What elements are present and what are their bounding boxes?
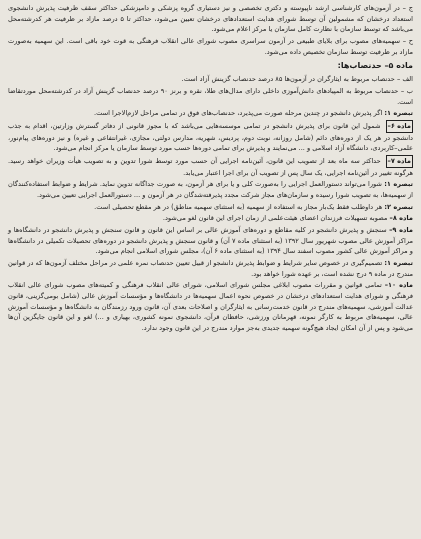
article-text: حداکثر سه ماه بعد از تصویب این قانون، آئین‌نامه اجرایی آن حسب مورد توسط شورا تدوین و به تصویب هیأت وزیران خواهد رسید. هرگونه تغییر در آئین‌نامه اجرایی، یک سال پس از تصویب آن برای اجرا اعتبار می‌یابد. <box>8 156 413 177</box>
paragraph-be: ب – حدنصاب مربوط به المپیادهای دانش‌آموزی داخلی دارای مدال‌های طلا، نقره و برنز ۹۰ درصد حدنصاب گزینش آزاد در کدرشته‌محل موردتقاضا است. <box>8 86 413 106</box>
note-1-article-9 <box>8 258 413 279</box>
note-1-article-5 <box>8 108 413 119</box>
note-label: تبصره ۱: <box>384 180 413 189</box>
article-label: ماده ۹– <box>389 225 413 234</box>
paragraph-h: ح – سهمیه‌های مصوب برای بلایای طبیعی در آزمون سراسری مصوب شورای عالی انقلاب فرهنگی به قوت خود باقی است. این سهمیه به‌صورت مازاد بر ظرفیت توسط سازمان تخصیص داده می‌شود. <box>8 37 413 56</box>
note-label: تبصره ۱: <box>384 258 413 267</box>
note-label: تبصره ۱: <box>384 109 413 118</box>
article-9 <box>8 225 413 257</box>
note-text: شورا می‌تواند دستورالعمل اجرایی را به‌صورت کلی و یا برای هر آزمون، به صورت جداگانه تدوین نماید. شرایط و ضوابط استفاده‌کنندگان از سهمیه‌ها، به تصویب شورا رسیده و سازمان‌های مجاز شرکت مجدد پذیرفته‌شدگان در هر آزمون و ... دستورالعمل اجرایی تعیین می‌شود. <box>8 180 413 199</box>
article-5-heading: ماده ۵– حدنصاب‌ها: <box>337 61 413 71</box>
article-label: ماده ۱۰– <box>384 281 413 290</box>
note-1-article-7 <box>8 179 413 200</box>
article-label: ماده ۷– <box>386 155 413 168</box>
note-text: هر داوطلب فقط یک‌بار مجاز به استفاده از سهمیه (به استثنای سهمیه مناطق) در هر مقطع تحصیلی است. <box>94 202 385 211</box>
note-text: تصمیم‌گیری در خصوص سایر شرایط و ضوابط پذیرش دانشجو از قبیل تعیین حدنصاب نمره علمی در مراحل مختلف آزمون‌ها که در قوانین مندرج در ماده ۹ درج نشده است، بر عهده شورا خواهد بود. <box>8 258 413 278</box>
article-label: ماده ۶– <box>386 120 413 133</box>
article-6 <box>8 120 413 154</box>
article-10 <box>8 280 413 333</box>
article-label: ماده ۸– <box>389 214 413 223</box>
article-8 <box>8 213 413 224</box>
article-7 <box>8 155 413 178</box>
article-text: تمامی قوانین و مقررات مصوب ابلاغی مجلس شورای اسلامی، شورای عالی انقلاب فرهنگی و کمیته‌های مصوب شورای عالی انقلاب فرهنگی و شورای هدایت استعدادهای درخشان در خصوص نحوه اعمال سهمیه‌ها در دانشگاه‌ها و مؤسسات آموزش عالی (شامل بومی‌گزینی، قانون عدالت آموزشی، سهمیه‌های مندرج در قانون خدمت‌رسانی به ایثارگران و اصلاحات بعدی آن، قانون ورود رزمندگان به دانشگاه‌ها و مؤسسات آموزش عالی، سهمیه‌های مربوط به کارگر نمونه، قهرمانان ورزشی، حافظان قرآن، دانشجوی نمونه کشوری، بهیاری و ...) لغو و این قانون جایگزین آن‌ها می‌شود و پس از آن امکان ایجاد هیچ‌گونه سهمیه جدیدی به‌جز موارد مندرج در این قانون وجود ندارد. <box>8 281 413 332</box>
note-2-article-7 <box>8 202 413 213</box>
article-text: سنجش و پذیرش دانشجو در کلیه مقاطع و دوره‌های آموزش عالی بر اساس این قانون و قانون سنجش و پذیرش دانشجو در دانشگاه‌ها و مراکز آموزش عالی مصوب شهریور سال ۱۳۹۲ (به استثنای ماده ۷ آن) و قانون سنجش و پذیرش دانشجو در دوره‌های تحصیلات تکمیلی در دانشگاه‌ها و مراکز آموزش عالی کشور مصوب اسفند سال ۱۳۹۴ (به استثنای ماده ۶ آن)، مجلس شورای اسلامی انجام می‌شود. <box>8 225 413 256</box>
article-text: شمول این قانون برای پذیرش دانشجو در تمامی موسسه‌هایی می‌باشد که با مجوز قانونی از دفاتر گسترش وزارتین، اقدام به جذب دانشجو در هر یک از دوره‌های دائم (شامل روزانه، نوبت دوم، پردیس، شهریه، مدارس دولتی، مجازی، غیرانتفاعی و غیره) و نیز دوره‌های پیام‌نور، علمی–کاربردی، دانشگاه آزاد اسلامی و ... می‌نمایند و پذیرش برای تمامی دوره‌ها حسب مورد توسط سازمان یا مرکز انجام می‌شود. <box>8 121 413 153</box>
paragraph-c: ج – در آزمون‌های کارشناسی ارشد ناپیوسته و دکتری تخصصی و نیز دستیاری گروه پزشکی و دامپزشکی حداکثر سقف ظرفیت پذیرش دانشجوی استعداد درخشان که مشمولین آن توسط شورای هدایت استعدادهای درخشان تعیین می‌شود، حداکثر تا ۵ درصد مازاد بر ظرفیت هر کدرشته‌محل می‌باشد که توسط سازمان با نظارت کامل سازمان یا مرکز اعلام می‌شود. <box>8 4 413 34</box>
paragraph-alef: الف – حدنصاب مربوط به ایثارگران در آزمون‌ها ۸۵ درصد حدنصاب گزینش آزاد است. <box>181 75 413 84</box>
note-label: تبصره ۲: <box>384 202 413 211</box>
note-text: اگر پذیرش دانشجو در چندین مرحله صورت می‌پذیرد، حدنصاب‌های فوق در تمامی مراحل لازم‌الاجرا است. <box>94 109 385 118</box>
article-text: مصوبه تسهیلات فرزندان اعضای هیئت‌علمی از زمان اجرای این قانون لغو می‌شود. <box>162 214 390 223</box>
